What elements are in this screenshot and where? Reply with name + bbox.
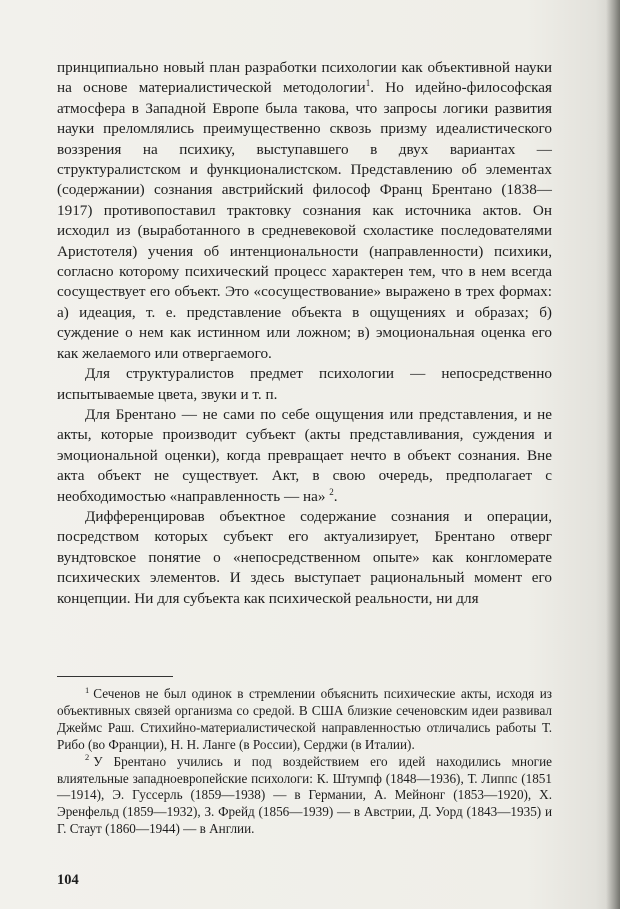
footnote-ref-2: 2 <box>329 486 334 497</box>
main-text <box>57 58 552 609</box>
footnote-1 <box>57 686 552 754</box>
footnote-1-mark: 1 <box>85 684 90 695</box>
page-edge-shadow <box>606 0 620 909</box>
paragraph-1-start: принципиально новый план разработки психологии как объективной науки на основе материалистической методологии <box>57 59 552 97</box>
footnote-divider <box>57 676 173 677</box>
footnote-2 <box>57 754 552 839</box>
paragraph-1-rest: . Но идейно-философская атмосфера в Западной Европе была такова, что запросы логики развития науки преломлялись преимущественно сквозь призму идеалистического воззрения на психику, выступавшего в двух вариантах — структуралистском и функционалистском. Представлению об элементах (содержании) сознания австрийский философ Франц Брентано (1838—1917) противопоставил трактовку сознания как источника актов. Он исходил из (выработанного в средневековой схоластике последователями Аристотеля) учения об интенциональности (направленности) психики, согласно которому психический процесс характерен тем, что в нем всегда сосуществует его объект. Это «сосуществование» выражено в трех формах: а) идеация, т. е. представление объекта в ощущениях и образах; б) суждение о нем как истинном или ложном; в) эмоциональная оценка его как желаемого или отвергаемого. <box>57 79 552 362</box>
paragraph-3-text: Для Брентано — не сами по себе ощущения или представления, и не акты, которые производит субъект (акты представливания, суждения и эмоциональной оценки), когда превращает нечто в объект сознания. Вне акта объект не существует. Акт, в свою очередь, предполагает с необходимостью «направленность — на» <box>57 405 552 505</box>
paragraph-4: Дифференцировав объектное содержание сознания и операции, посредством которых субъект его актуализирует, Брентано отверг вундтовское понятие о «непосредственном опыте» как конгломерате психических элементов. И здесь выступает рациональный момент его концепции. Ни для субъекта как психической реальности, ни для <box>57 507 552 607</box>
paragraph-3: Для Брентано — не сами по себе ощущения или представления, и не акты, которые производит субъект (акты представливания, суждения и эмоциональной оценки), когда превращает нечто в объект сознания. Вне акта объект не существует. Акт, в свою очередь, предполагает с необходимостью «направленность — на» $^2$. <box>57 405 552 505</box>
page-number: 104 <box>57 872 79 888</box>
paragraph-2: Для структуралистов предмет психологии — непосредственно испытываемые цвета, звуки и т. п. <box>57 365 552 403</box>
footnote-2-mark: 2 <box>85 752 90 763</box>
footnote-ref-1: 1 <box>365 78 371 89</box>
footnote-2-text: У Брентано учились и под воздействием его идей находились многие влиятельные западноевропейские психологи: К. Штумпф (1848—1936), Т. Липпс (1851—1914), Э. Гуссерль (1859—1938) — в Германии, А. Мейнонг (1853—1920), Х. Эренфельд (1859—1932), З. Фрейд (1856—1939) — в Австрии, Д. Уорд (1843—1935) и Г. Стаут (1860—1944) — в Англии. <box>57 753 552 837</box>
footnotes <box>57 686 552 838</box>
paragraph-1 <box>57 58 552 364</box>
footnote-1-text: Сеченов не был одинок в стремлении объяснить психические акты, исходя из объективных связей организма со средой. В США близкие сеченовским идеи развивал Джеймс Раш. Стихийно-материалистической направленностью отличались работы Т. Рибо (во Франции), Н. Н. Ланге (в России), Серджи (в Италии). <box>57 686 552 752</box>
